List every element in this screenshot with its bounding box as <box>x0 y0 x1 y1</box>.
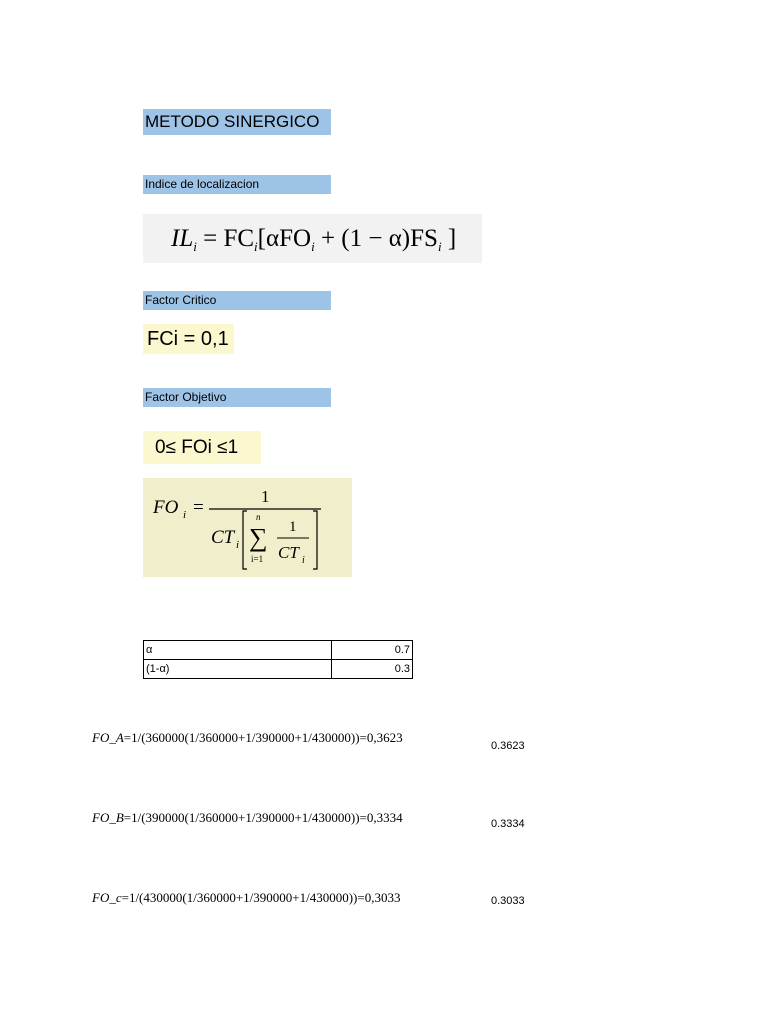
alpha-value: 0.7 <box>332 641 413 660</box>
table-row <box>144 660 413 679</box>
fo-inner-den: CT <box>278 543 299 562</box>
il-rhs-b: [αFO <box>257 225 312 252</box>
fo-b-result: 0.3334 <box>491 818 525 830</box>
il-rhs-c: + (1 − α)FS <box>320 225 438 252</box>
fo-formula <box>143 478 352 577</box>
il-sub-3: i <box>311 239 315 254</box>
fo-lhs: FO <box>153 497 179 518</box>
il-sub: i <box>193 239 197 254</box>
fo-c-name: FO_c <box>92 890 122 905</box>
fo-b-expr: =1/(390000(1/360000+1/390000+1/430000))=0,3334 <box>123 810 403 825</box>
one-minus-alpha-label: (1-α) <box>144 660 332 679</box>
fo-ct-sub: i <box>236 539 240 551</box>
fci-formula: FCi = 0,1 <box>143 324 234 354</box>
section-header-indice: Indice de localizacion <box>143 175 331 194</box>
fo-right-bracket <box>313 511 317 569</box>
il-sub-2: i <box>254 239 258 254</box>
fo-sigma: ∑ <box>249 523 268 552</box>
fo-a-equation <box>92 730 403 746</box>
alpha-table <box>143 640 413 679</box>
fo-a-result: 0.3623 <box>491 740 525 752</box>
table-row <box>144 641 413 660</box>
page-title: METODO SINERGICO <box>143 109 331 135</box>
fo-sum-bot: i=1 <box>251 554 264 564</box>
fo-formula-svg <box>143 478 352 577</box>
fo-left-bracket <box>243 511 247 569</box>
fo-c-expr: =1/(430000(1/360000+1/390000+1/430000))=0,3033 <box>121 890 401 905</box>
fo-a-name: FO_A <box>92 730 124 745</box>
il-lhs: IL <box>171 225 194 252</box>
fo-c-equation <box>92 890 400 906</box>
il-close: ] <box>447 225 457 252</box>
fo-inner-den-sub: i <box>302 555 305 566</box>
fo-inner-num: 1 <box>289 519 297 535</box>
fo-b-equation <box>92 810 403 826</box>
foi-range-formula: 0≤ FOi ≤1 <box>143 431 261 464</box>
il-sub-4: i <box>437 239 442 254</box>
fo-num: 1 <box>261 487 270 506</box>
fo-c-result: 0.3033 <box>491 895 525 907</box>
fo-eq: = <box>193 497 204 518</box>
section-header-critico: Factor Critico <box>143 291 331 310</box>
fo-a-expr: =1/(360000(1/360000+1/390000+1/430000))=0,3623 <box>123 730 403 745</box>
fo-sum-top: n <box>256 512 261 522</box>
section-header-objetivo: Factor Objetivo <box>143 388 331 407</box>
alpha-label: α <box>144 641 332 660</box>
fo-lhs-sub: i <box>183 509 187 521</box>
fo-b-name: FO_B <box>92 810 124 825</box>
fo-ct: CT <box>211 527 235 548</box>
il-formula <box>143 214 482 263</box>
one-minus-alpha-value: 0.3 <box>332 660 413 679</box>
il-rhs-a: = FC <box>203 225 255 252</box>
